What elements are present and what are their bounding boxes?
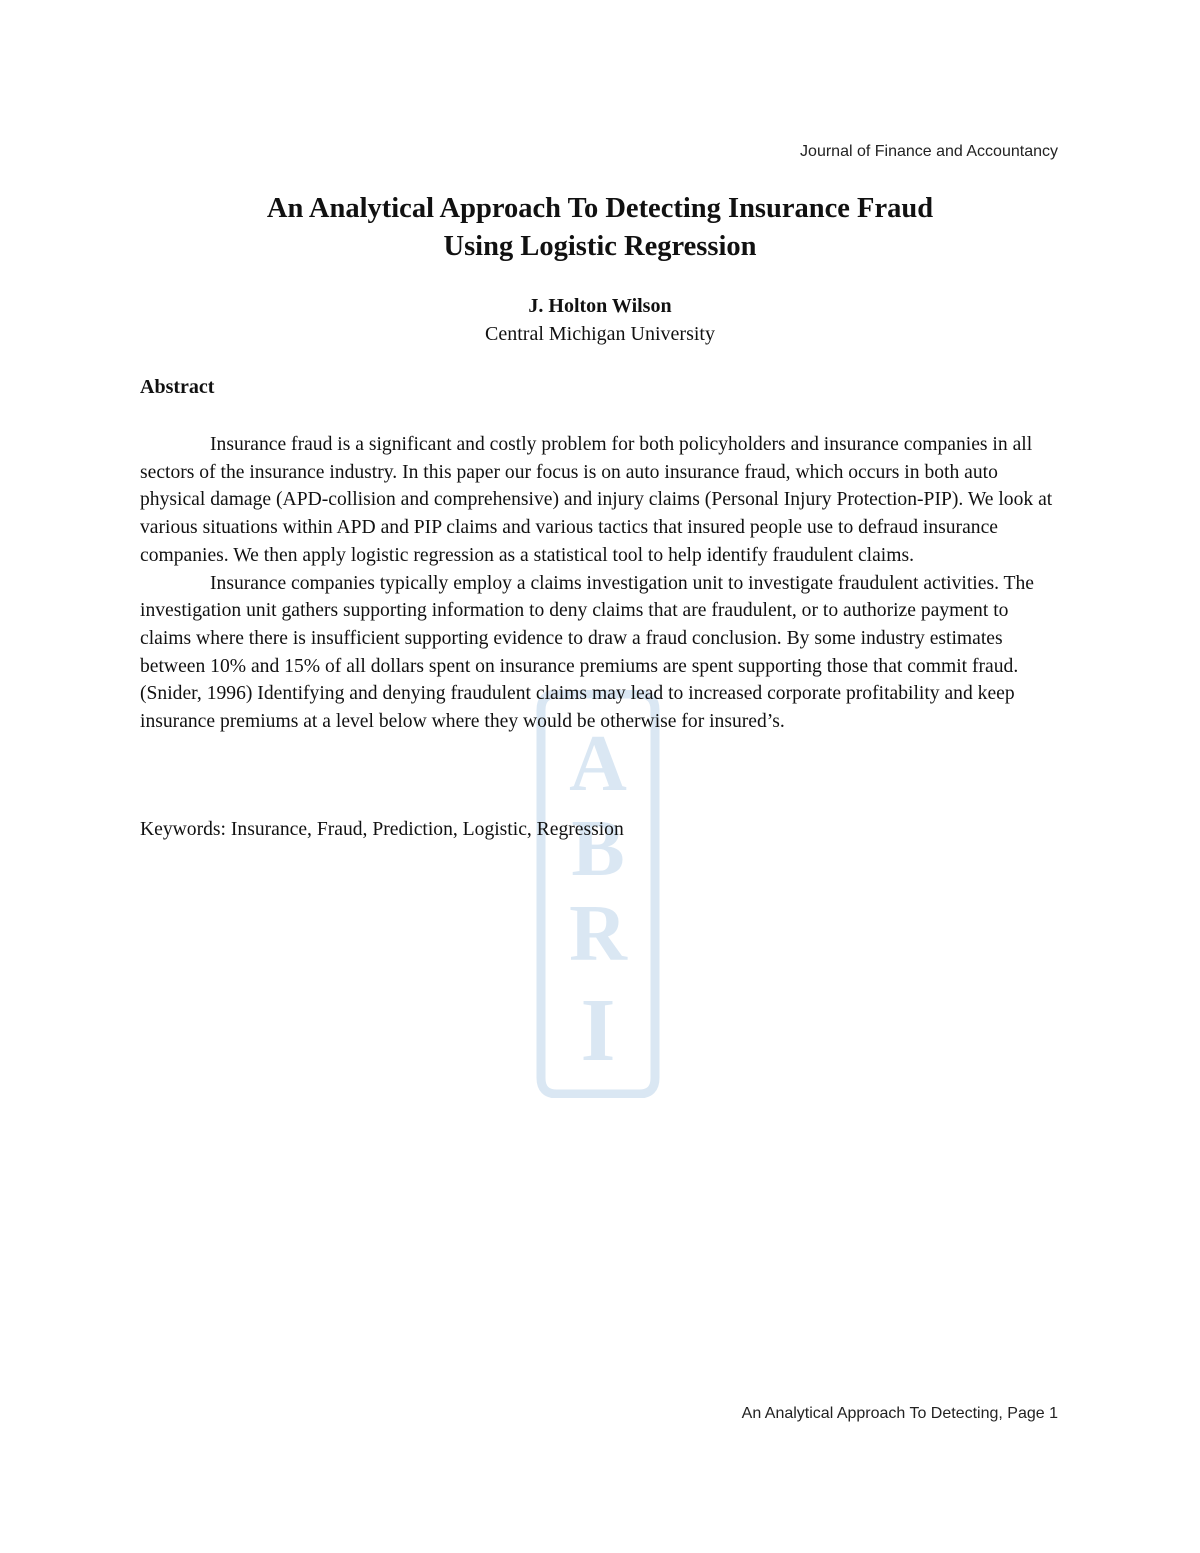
abstract-paragraph-1: Insurance fraud is a significant and costly problem for both policyholders and insurance companies in all sectors of the insurance industry. In this paper our focus is on auto insurance fraud, which occurs in both auto physical damage (APD-collision and comprehensive) and injury claims (Personal Injury Protection-PIP). We look at various situations within APD and PIP claims and various tactics that insured people use to defraud insurance companies. We then apply logistic regression as a statistical tool to help identify fraudulent claims. — [140, 434, 1053, 566]
watermark-letter-r: R — [569, 890, 627, 978]
abstract-body — [140, 431, 1062, 736]
watermark-letter-b: B — [571, 805, 625, 893]
keywords-line: Keywords: Insurance, Fraud, Prediction, Logistic, Regression — [140, 819, 624, 840]
page-footer: An Analytical Approach To Detecting, Page 1 — [741, 1405, 1058, 1422]
author-affiliation: Central Michigan University — [485, 323, 715, 345]
abstract-heading: Abstract — [140, 376, 215, 398]
title-line-2: Using Logistic Regression — [443, 231, 757, 262]
watermark-letter-i: I — [580, 981, 616, 1080]
watermark-letter-a: A — [569, 720, 627, 808]
author-name: J. Holton Wilson — [528, 295, 672, 317]
paper-title — [0, 190, 1200, 266]
journal-running-header: Journal of Finance and Accountancy — [800, 143, 1058, 160]
watermark-logo — [533, 690, 663, 1098]
abstract-paragraph-2: Insurance companies typically employ a claims investigation unit to investigate fraudulent activities. The investigation unit gathers supporting information to deny claims that are fraudulent, or to authorize payment to claims where there is insufficient supporting evidence to draw a fraud conclusion. By some industry estimates between 10% and 15% of all dollars spent on insurance premiums are spent supporting those that commit fraud. (Snider, 1996) Identifying and denying fraudulent claims may lead to increased corporate profitability and keep insurance premiums at a level below where they would be otherwise for insured’s. — [140, 572, 1034, 733]
title-line-1: An Analytical Approach To Detecting Insurance Fraud — [266, 193, 934, 224]
author-block — [0, 292, 1200, 348]
